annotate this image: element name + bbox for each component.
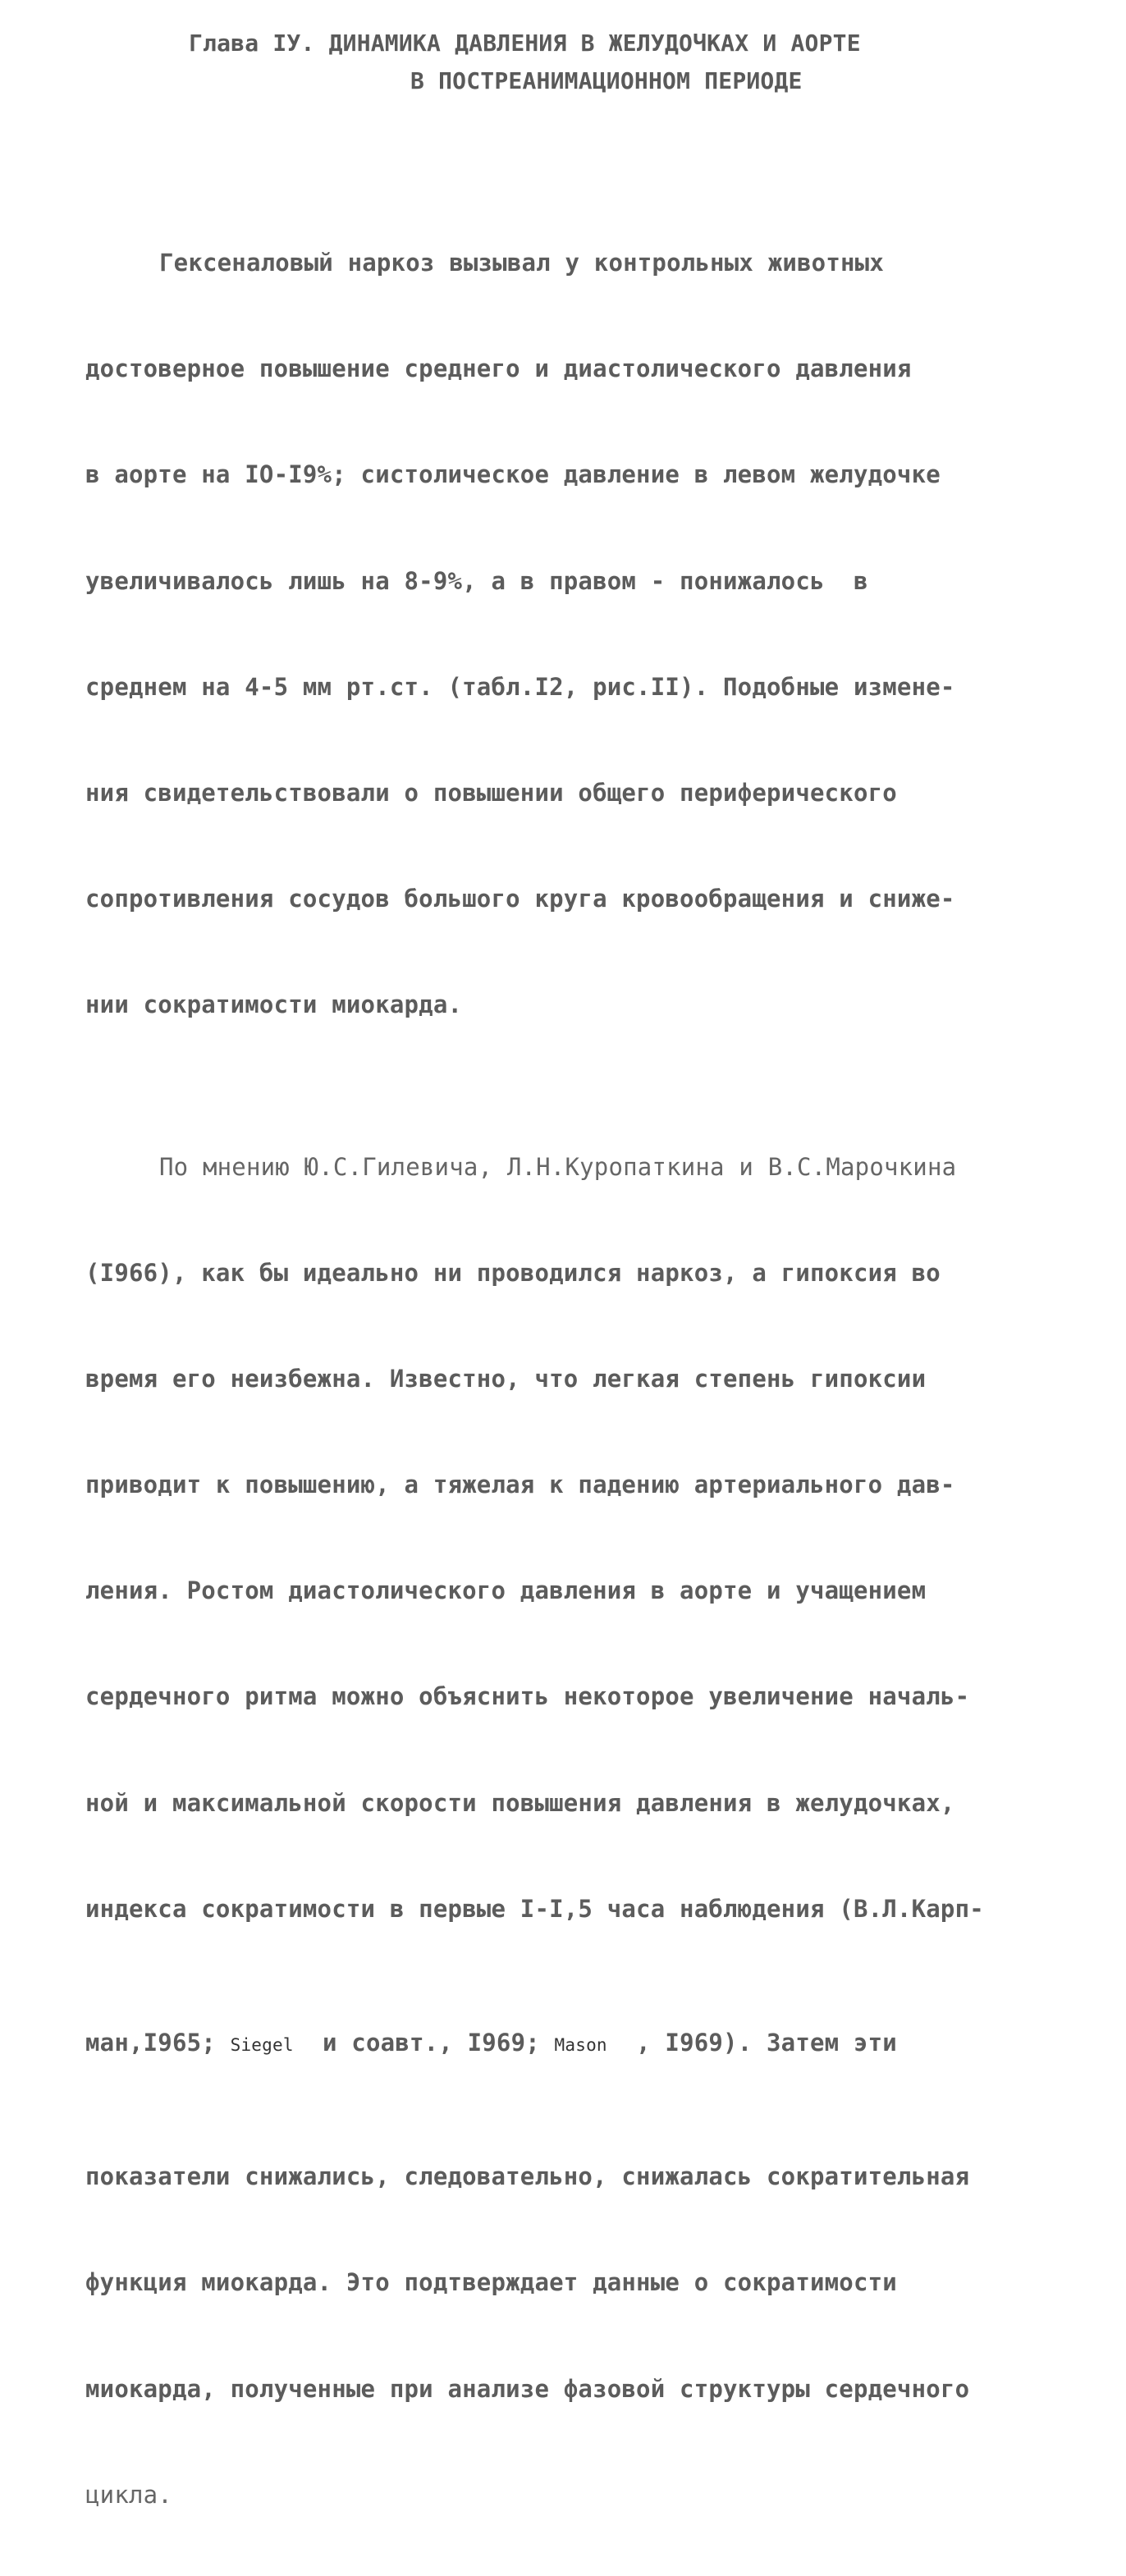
paragraph-1-line: нии сократимости миокарда. <box>85 991 463 1019</box>
paragraph-1-line: достоверное повышение среднего и диастолического давления <box>85 355 912 383</box>
paragraph-2-line: По мнению Ю.С.Гилевича, Л.Н.Куропаткина и В.С.Марочкина <box>159 1152 957 1181</box>
paragraph-1-line: среднем на 4-5 мм рт.ст. (табл.I2, рис.II). Подобные измене- <box>85 672 955 701</box>
citation-text: ман,I965; <box>85 2029 231 2057</box>
paragraph-2-line: сердечного ритма можно объяснить некоторое увеличение началь- <box>85 1682 970 1711</box>
paragraph-2-line: индекса сократимости в первые I-I,5 часа наблюдения (В.Л.Карп- <box>85 1894 984 1923</box>
citation-text: , I969). Затем эти <box>606 2029 897 2057</box>
paragraph-1-line: ния свидетельствовали о повышении общего периферического <box>85 778 897 807</box>
paragraph-2-line: показатели снижались, следовательно, снижалась сократительная <box>85 2162 970 2191</box>
chapter-title-line-2: В ПОСТРЕАНИМАЦИОННОМ ПЕРИОДЕ <box>410 67 803 94</box>
paragraph-2-line: функция миокарда. Это подтверждает данные о сократимости <box>85 2268 897 2297</box>
citation-text: и соавт., I969; <box>293 2029 555 2057</box>
paragraph-1-line: в аорте на IO-I9%; систолическое давление в левом желудочке <box>85 460 941 489</box>
paragraph-2-line: цикла. <box>85 2480 172 2509</box>
citation-latin-name: Mason <box>554 2035 607 2055</box>
paragraph-1-line: Гексеналовый наркоз вызывал у контрольных животных <box>159 249 884 277</box>
paragraph-2-line: ления. Ростом диастолического давления в аорте и учащением <box>85 1576 927 1605</box>
chapter-title-line-1: Глава IУ. ДИНАМИКА ДАВЛЕНИЯ В ЖЕЛУДОЧКАХ И АОРТЕ <box>189 30 861 57</box>
paragraph-2-line: (I966), как бы идеально ни проводился наркоз, а гипоксия во <box>85 1258 941 1287</box>
citation-latin-name: Siegel <box>230 2035 294 2055</box>
paragraph-2-line-citations <box>85 2018 1054 2068</box>
paragraph-1-line: сопротивления сосудов большого круга кровообращения и сниже- <box>85 885 955 913</box>
paragraph-2-line: приводит к повышению, а тяжелая к падению артериального дав- <box>85 1471 955 1499</box>
paragraph-1-line: увеличивалось лишь на 8-9%, а в правом - понижалось в <box>85 566 868 595</box>
body-text <box>85 154 1054 2576</box>
paragraph-2-line: ной и максимальной скорости повышения давления в желудочках, <box>85 1788 955 1817</box>
paragraph-2-line: время его неизбежна. Известно, что легкая степень гипоксии <box>85 1364 927 1393</box>
paragraph-2-line: миокарда, полученные при анализе фазовой структуры сердечного <box>85 2374 970 2403</box>
